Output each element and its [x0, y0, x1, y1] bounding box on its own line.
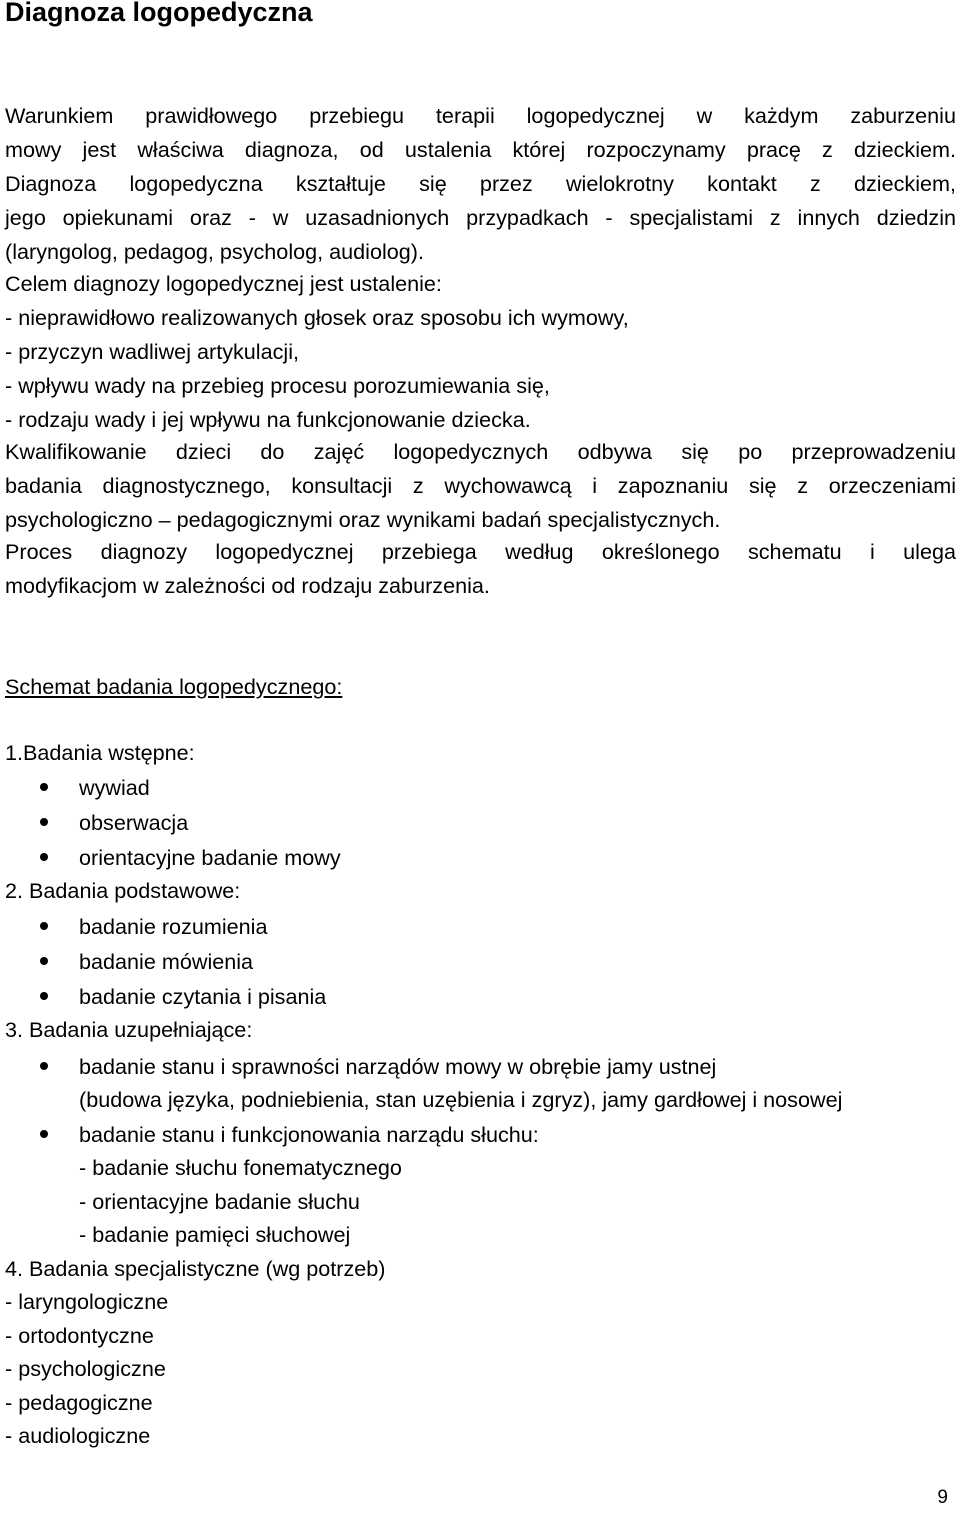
page-title: Diagnoza logopedyczna — [5, 0, 313, 27]
intro-line: mowy jest właściwa diagnoza, od ustalenia której rozpoczynamy pracę z dzieckiem. — [5, 137, 956, 162]
bullet-icon — [40, 783, 48, 791]
goal-item: - rodzaju wady i jej wpływu na funkcjonowanie dziecka. — [5, 407, 531, 432]
bullet-icon — [40, 818, 48, 826]
goal-item: - nieprawidłowo realizowanych głosek oraz sposobu ich wymowy, — [5, 305, 629, 330]
intro-line: Diagnoza logopedyczna kształtuje się przez wielokrotny kontakt z dzieckiem, — [5, 171, 956, 196]
section-4-item: - pedagogiczne — [5, 1390, 153, 1415]
section-2-heading: 2. Badania podstawowe: — [5, 878, 241, 903]
section-3-item-continuation: (budowa języka, podniebienia, stan uzębienia i zgryz), jamy gardłowej i nosowej — [79, 1087, 843, 1112]
section-4-item: - audiologiczne — [5, 1423, 151, 1448]
bullet-icon — [40, 992, 48, 1000]
section-4-heading: 4. Badania specjalistyczne (wg potrzeb) — [5, 1256, 386, 1281]
qualification-line: badania diagnostycznego, konsultacji z wychowawcą i zapoznaniu się z orzeczeniami — [5, 473, 956, 498]
section-1-heading: 1.Badania wstępne: — [5, 740, 195, 765]
goal-item: - przyczyn wadliwej artykulacji, — [5, 339, 299, 364]
section-3-item: badanie stanu i sprawności narządów mowy w obrębie jamy ustnej — [79, 1054, 717, 1079]
process-line: Proces diagnozy logopedycznej przebiega według określonego schematu i ulega — [5, 539, 956, 564]
bullet-icon — [40, 1062, 48, 1070]
schema-heading: Schemat badania logopedycznego: — [5, 674, 343, 699]
page-number: 9 — [937, 1487, 948, 1508]
section-2-item: badanie rozumienia — [79, 914, 268, 939]
section-3-heading: 3. Badania uzupełniające: — [5, 1017, 253, 1042]
qualification-paragraph — [5, 435, 956, 537]
section-1-item: wywiad — [79, 775, 150, 800]
bullet-icon — [40, 853, 48, 861]
goals-intro: Celem diagnozy logopedycznej jest ustalenie: — [5, 271, 442, 296]
process-line: modyfikacjom w zależności od rodzaju zaburzenia. — [5, 573, 490, 598]
section-3-subitem: - badanie słuchu fonematycznego — [79, 1155, 402, 1180]
section-2-item: badanie mówienia — [79, 949, 254, 974]
goals-block — [5, 267, 956, 437]
section-3-subitem: - orientacyjne badanie słuchu — [79, 1189, 360, 1214]
qualification-line: psychologiczno – pedagogicznymi oraz wynikami badań specjalistycznych. — [5, 507, 721, 532]
qualification-line: Kwalifikowanie dzieci do zajęć logopedycznych odbywa się po przeprowadzeniu — [5, 439, 956, 464]
section-4-item: - ortodontyczne — [5, 1323, 154, 1348]
intro-line: jego opiekunami oraz - w uzasadnionych przypadkach - specjalistami z innych dziedzin — [5, 205, 956, 230]
section-1-item: orientacyjne badanie mowy — [79, 845, 341, 870]
process-paragraph — [5, 535, 956, 603]
intro-paragraph — [5, 99, 956, 269]
bullet-icon — [40, 957, 48, 965]
section-3-item: badanie stanu i funkcjonowania narządu słuchu: — [79, 1122, 539, 1147]
bullet-icon — [40, 922, 48, 930]
intro-line: Warunkiem prawidłowego przebiegu terapii logopedycznej w każdym zaburzeniu — [5, 103, 956, 128]
intro-line: (laryngolog, pedagog, psycholog, audiolog). — [5, 239, 424, 264]
section-2-item: badanie czytania i pisania — [79, 984, 327, 1009]
section-3-subitem: - badanie pamięci słuchowej — [79, 1222, 351, 1247]
section-4-item: - laryngologiczne — [5, 1289, 169, 1314]
section-4-item: - psychologiczne — [5, 1356, 166, 1381]
bullet-icon — [40, 1130, 48, 1138]
section-1-item: obserwacja — [79, 810, 189, 835]
goal-item: - wpływu wady na przebieg procesu porozumiewania się, — [5, 373, 550, 398]
